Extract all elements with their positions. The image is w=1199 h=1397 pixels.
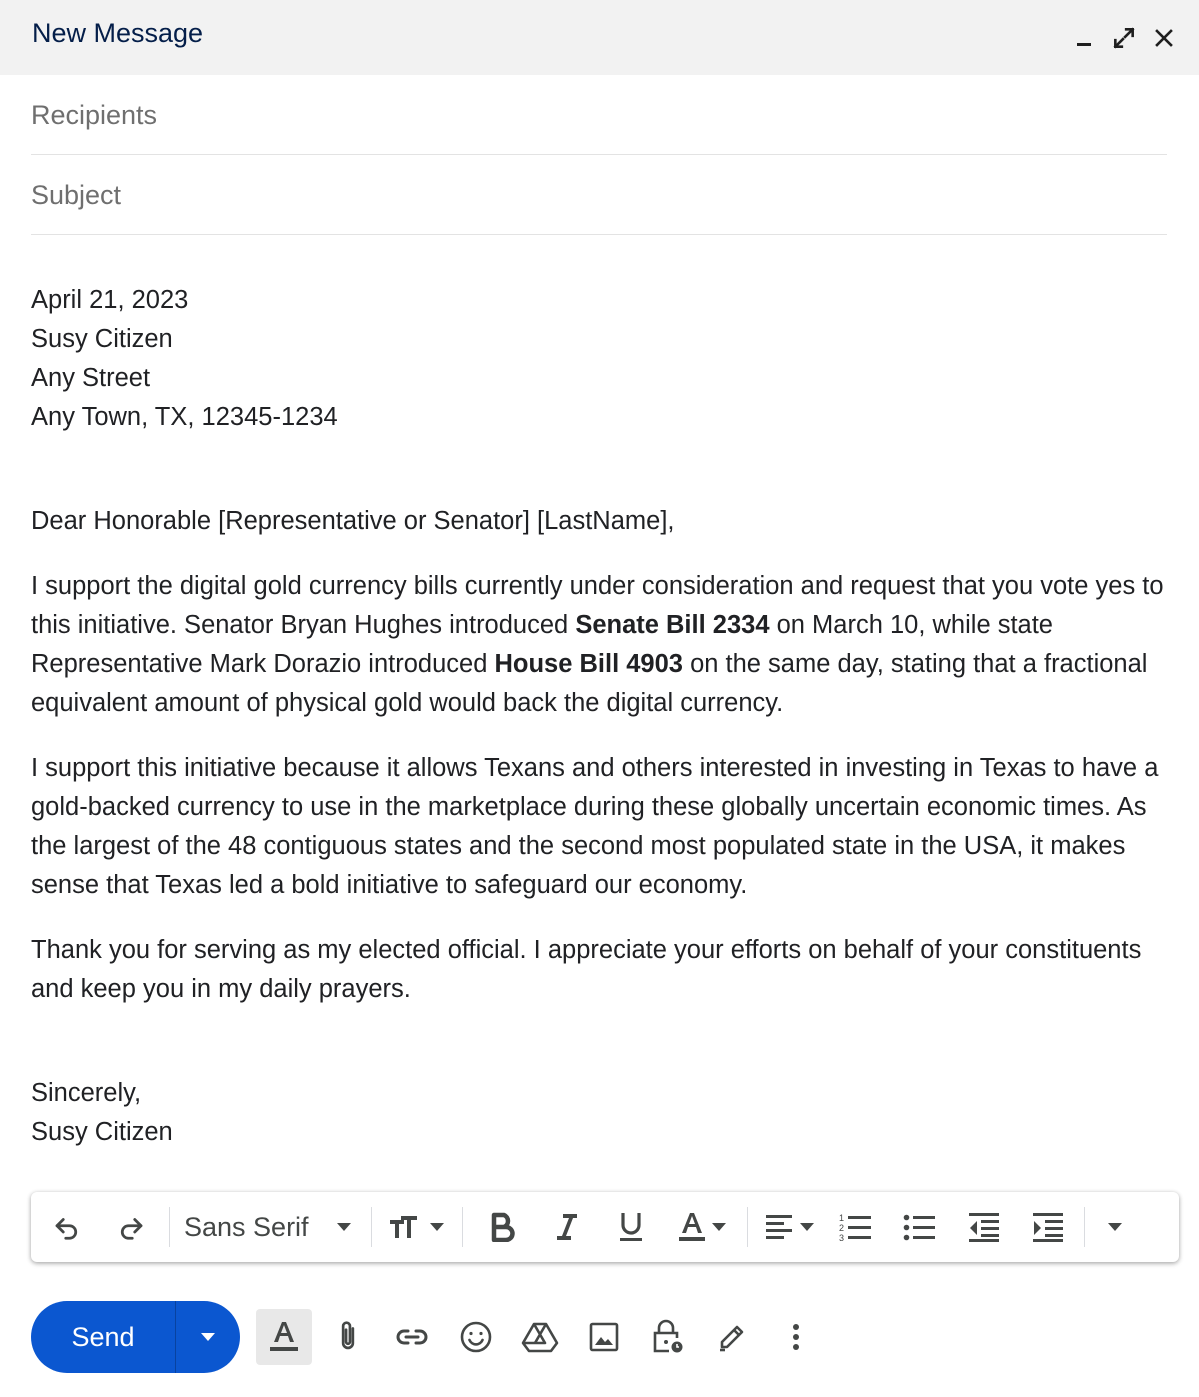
chevron-down-icon bbox=[335, 1221, 353, 1233]
message-body[interactable] bbox=[31, 281, 1171, 1152]
redo-button[interactable] bbox=[113, 1202, 149, 1252]
closing: Sincerely, bbox=[31, 1079, 142, 1107]
underline-button[interactable] bbox=[603, 1202, 659, 1252]
chevron-down-icon bbox=[798, 1221, 816, 1233]
insert-signature-button[interactable] bbox=[704, 1309, 760, 1365]
insert-photo-button[interactable] bbox=[576, 1309, 632, 1365]
insert-link-button[interactable] bbox=[384, 1309, 440, 1365]
toolbar-separator bbox=[371, 1207, 372, 1247]
svg-text:1: 1 bbox=[838, 1213, 844, 1223]
subject-field bbox=[31, 156, 1167, 235]
send-button-group bbox=[31, 1301, 240, 1373]
link-icon bbox=[395, 1327, 429, 1347]
senate-bill-text: Senate Bill 2334 bbox=[575, 611, 770, 639]
chevron-down-icon bbox=[199, 1331, 217, 1343]
undo-icon bbox=[52, 1212, 82, 1242]
paragraph-2: I support this initiative because it allows Texans and others interested in investing in Texas to have a gold-backed currency to use in the marketplace during these globally uncertain economic times. As the largest of the 48 contiguous states and the second most populated state in the USA, it makes sense that Texas led a bold initiative to safeguard our economy. bbox=[31, 754, 1159, 899]
minimize-icon bbox=[1072, 26, 1096, 50]
toolbar-separator bbox=[462, 1207, 463, 1247]
attach-button[interactable] bbox=[320, 1309, 376, 1365]
indent-less-icon bbox=[967, 1212, 1001, 1242]
close-button[interactable] bbox=[1149, 23, 1179, 53]
confidential-mode-button[interactable] bbox=[640, 1309, 696, 1365]
italic-icon bbox=[554, 1212, 580, 1242]
compose-header bbox=[0, 0, 1199, 75]
formatting-toolbar bbox=[31, 1192, 1179, 1262]
paragraph-1-text-1: I support the digital gold currency bills currently under consideration and request that you vote yes to this initiative. Senator Bryan Hughes introduced bbox=[31, 572, 1164, 639]
send-options-button[interactable] bbox=[176, 1301, 240, 1373]
header-actions bbox=[1069, 23, 1179, 53]
text-color-icon bbox=[678, 1211, 706, 1243]
house-bill-text: House Bill 4903 bbox=[494, 650, 683, 678]
paragraph-1-text-2: on March 10, while state Representative Mark Dorazio introduced bbox=[31, 611, 1053, 678]
svg-text:2: 2 bbox=[838, 1223, 844, 1233]
more-formatting-button[interactable] bbox=[1093, 1202, 1137, 1252]
text-size-icon bbox=[388, 1212, 424, 1242]
align-button[interactable] bbox=[756, 1202, 824, 1252]
more-options-icon bbox=[792, 1323, 800, 1351]
formatting-options-button[interactable] bbox=[256, 1309, 312, 1365]
emoji-icon bbox=[459, 1320, 493, 1354]
attach-icon bbox=[333, 1320, 363, 1354]
bottom-icons bbox=[256, 1309, 832, 1365]
more-formatting-icon bbox=[1106, 1221, 1124, 1233]
insert-drive-button[interactable] bbox=[512, 1309, 568, 1365]
close-icon bbox=[1152, 26, 1176, 50]
chevron-down-icon bbox=[710, 1221, 728, 1233]
toolbar-separator bbox=[169, 1207, 170, 1247]
more-options-button[interactable] bbox=[768, 1309, 824, 1365]
signature-icon bbox=[716, 1321, 748, 1353]
recipients-field bbox=[31, 76, 1167, 155]
sender-street: Any Street bbox=[31, 364, 151, 392]
fullscreen-button[interactable] bbox=[1109, 23, 1139, 53]
fullscreen-icon bbox=[1111, 25, 1137, 51]
send-button[interactable]: Send bbox=[71, 1321, 135, 1352]
text-color-button[interactable] bbox=[667, 1202, 739, 1252]
indent-more-icon bbox=[1031, 1212, 1065, 1242]
chevron-down-icon bbox=[428, 1221, 446, 1233]
toolbar-separator bbox=[1084, 1207, 1085, 1247]
window-title: New Message bbox=[32, 18, 204, 48]
compose-action-bar bbox=[31, 1301, 832, 1373]
align-icon bbox=[764, 1212, 794, 1242]
letter-date: April 21, 2023 bbox=[31, 286, 189, 314]
minimize-button[interactable] bbox=[1069, 23, 1099, 53]
underline-icon bbox=[618, 1211, 644, 1243]
sender-city: Any Town, TX, 12345-1234 bbox=[31, 403, 338, 431]
svg-text:3: 3 bbox=[838, 1233, 844, 1242]
subject-input[interactable] bbox=[31, 180, 1167, 211]
italic-button[interactable] bbox=[539, 1202, 595, 1252]
salutation: Dear Honorable [Representative or Senator] [LastName], bbox=[31, 507, 675, 535]
sender-name: Susy Citizen bbox=[31, 325, 173, 353]
font-family-value: Sans Serif bbox=[184, 1211, 309, 1242]
toolbar-separator bbox=[747, 1207, 748, 1247]
undo-button[interactable] bbox=[49, 1202, 85, 1252]
bulleted-list-icon bbox=[903, 1212, 937, 1242]
confidential-icon bbox=[651, 1319, 685, 1355]
indent-less-button[interactable] bbox=[956, 1202, 1012, 1252]
paragraph-1 bbox=[31, 567, 1171, 723]
text-size-button[interactable] bbox=[380, 1202, 454, 1252]
indent-more-button[interactable] bbox=[1020, 1202, 1076, 1252]
font-family-select[interactable] bbox=[178, 1202, 363, 1252]
signature: Susy Citizen bbox=[31, 1118, 173, 1146]
bold-icon bbox=[490, 1212, 516, 1242]
recipients-input[interactable] bbox=[31, 100, 1167, 131]
bold-button[interactable] bbox=[475, 1202, 531, 1252]
photo-icon bbox=[589, 1322, 619, 1352]
redo-icon bbox=[116, 1212, 146, 1242]
drive-icon bbox=[521, 1321, 559, 1353]
bulleted-list-button[interactable] bbox=[892, 1202, 948, 1252]
paragraph-1-text-3: on the same day, stating that a fractional equivalent amount of physical gold would back the digital currency. bbox=[31, 650, 1148, 717]
formatting-options-icon bbox=[268, 1320, 300, 1354]
numbered-list-icon bbox=[839, 1212, 873, 1242]
paragraph-3: Thank you for serving as my elected official. I appreciate your efforts on behalf of your constituents and keep you in my daily prayers. bbox=[31, 936, 1142, 1003]
numbered-list-button[interactable] bbox=[828, 1202, 884, 1252]
emoji-button[interactable] bbox=[448, 1309, 504, 1365]
